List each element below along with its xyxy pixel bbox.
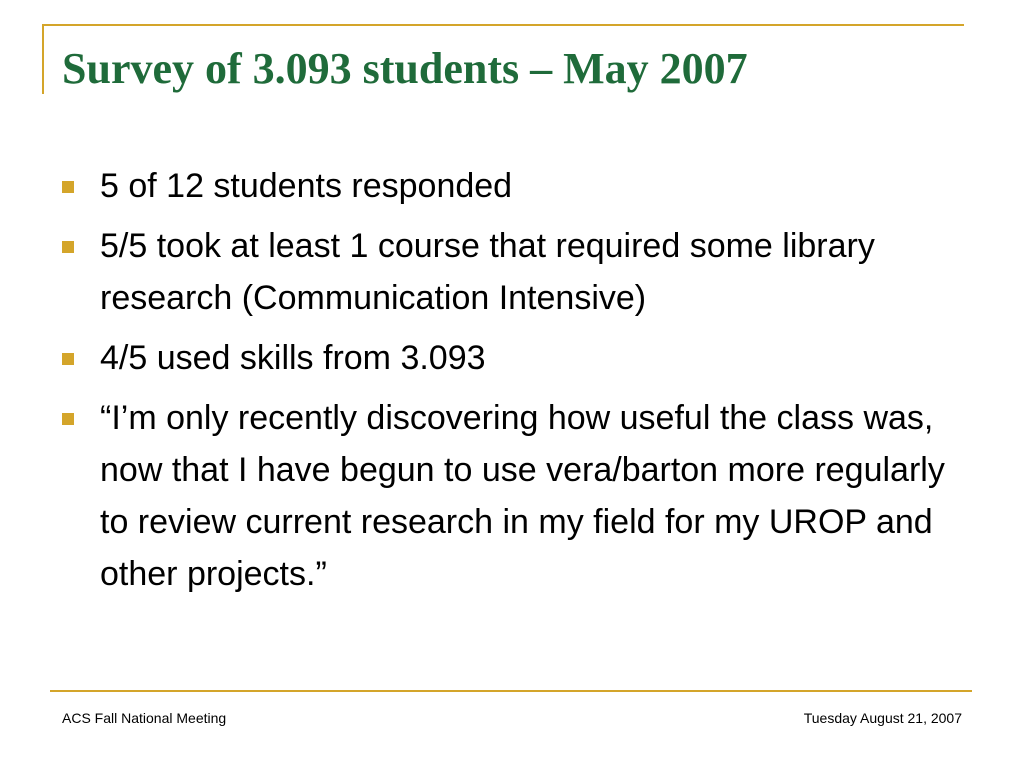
bullet-text: 5/5 took at least 1 course that required some library research (Communication Intensive) <box>100 227 875 317</box>
bullet-item <box>62 332 962 384</box>
top-border-line <box>42 24 964 26</box>
bullet-list <box>62 160 962 608</box>
footer-date: Tuesday August 21, 2007 <box>803 710 962 726</box>
bullet-text: “I’m only recently discovering how useful the class was, now that I have begun to use vera/barton more regularly to review current research in my field for my UROP and other projects.” <box>100 399 945 593</box>
bullet-item <box>62 392 962 600</box>
square-bullet-icon <box>62 241 74 253</box>
bullet-text: 4/5 used skills from 3.093 <box>100 339 486 377</box>
slide-title: Survey of 3.093 students – May 2007 <box>62 44 748 93</box>
square-bullet-icon <box>62 353 74 365</box>
left-border-line <box>42 24 44 94</box>
bullet-item <box>62 220 962 324</box>
footer-divider <box>50 690 972 692</box>
square-bullet-icon <box>62 413 74 425</box>
footer-event-name: ACS Fall National Meeting <box>62 710 227 726</box>
square-bullet-icon <box>62 181 74 193</box>
bullet-item <box>62 160 962 212</box>
bullet-text: 5 of 12 students responded <box>100 167 513 205</box>
